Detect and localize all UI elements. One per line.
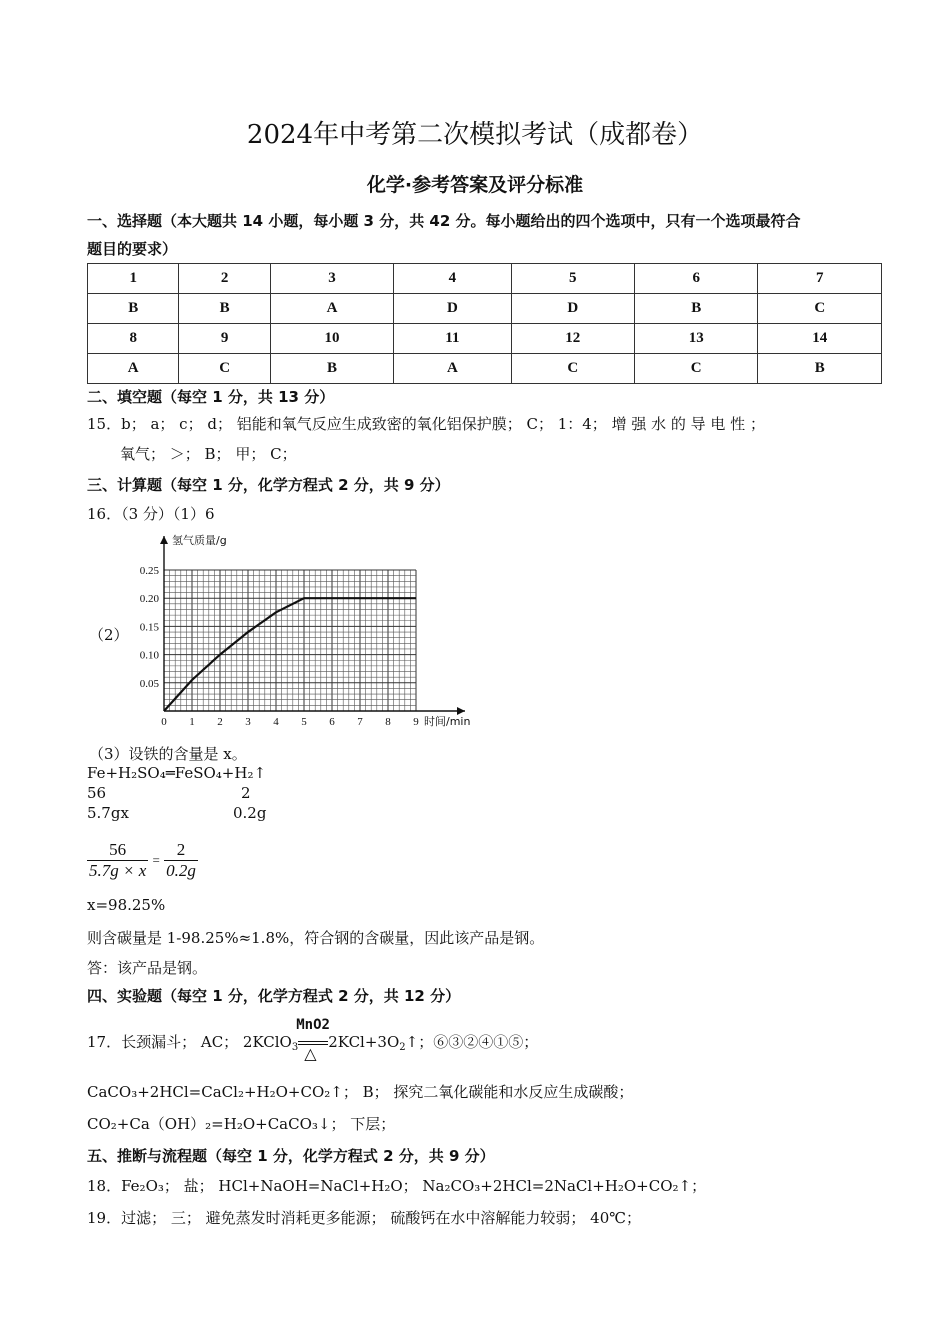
frac-right-denominator: 0.2g — [166, 861, 196, 880]
answer-cell: B — [179, 294, 270, 324]
question-number-cell: 13 — [634, 324, 757, 354]
answer-cell: C — [634, 354, 757, 384]
frac-left-numerator: 56 — [109, 840, 127, 859]
question-number-cell: 1 — [88, 264, 179, 294]
q17-line3: CO₂+Ca（OH）₂=H₂O+CaCO₃↓； 下层； — [87, 1115, 396, 1133]
answer-row — [88, 294, 882, 324]
x-axis-label: 时间/min — [424, 715, 471, 728]
q18-line: 18．Fe₂O₃； 盐； HCl+NaOH=NaCl+H₂O； Na₂CO₃+2HCl=2NaCl+H₂O+CO₂↑； — [87, 1177, 707, 1195]
frac-right-numerator: 2 — [176, 840, 186, 859]
condition-bar-top — [298, 1041, 328, 1042]
y-tick-label: 0.15 — [139, 621, 159, 634]
question-number-cell: 7 — [758, 264, 882, 294]
question-number-cell: 2 — [179, 264, 270, 294]
x-tick-label: 5 — [301, 716, 307, 728]
question-number-cell: 3 — [270, 264, 393, 294]
y-axis-label: 氢气质量/g — [172, 534, 227, 547]
result-x: x=98.25% — [87, 896, 166, 914]
x-axis-arrow — [457, 707, 465, 715]
x-tick-label: 1 — [189, 716, 195, 728]
question-number-cell: 6 — [634, 264, 757, 294]
question-number-cell: 9 — [179, 324, 270, 354]
reaction-condition — [296, 1017, 330, 1063]
hydrogen-mass-chart — [120, 528, 480, 733]
chemical-equation: Fe+H₂SO₄═FeSO₄+H₂↑ — [87, 764, 267, 782]
section1-heading-cont: 题目的要求） — [87, 240, 178, 258]
question-number-cell: 5 — [511, 264, 634, 294]
x-tick-label: 8 — [385, 716, 391, 728]
q16-part3: （3）设铁的含量是 x。 — [89, 745, 247, 763]
answer-cell: B — [270, 354, 393, 384]
q15-line1: 15．b； a； c； d； 铝能和氧气反应生成致密的氧化铝保护膜； C； 1：4； 增 强 水 的 导 电 性 ； — [87, 415, 765, 433]
question-number-cell: 8 — [88, 324, 179, 354]
q15-line2: 氧气； ＞； B； 甲； C； — [120, 445, 297, 463]
frac-left-denominator: 5.7g × x — [89, 861, 147, 880]
x-tick-label: 6 — [329, 716, 335, 728]
conclusion: 则含碳量是 1-98.25%≈1.8%，符合钢的含碳量，因此该产品是钢。 — [87, 929, 545, 947]
x-tick-label: 0 — [161, 716, 167, 728]
section1-heading: 一、选择题（本大题共 14 小题，每小题 3 分，共 42 分。每小题给出的四个选项中，只有一个选项最符合 — [87, 212, 801, 230]
q17-prefix: 17．长颈漏斗； AC； 2KClO — [87, 1033, 292, 1051]
answer-cell: B — [88, 294, 179, 324]
fraction-equation — [87, 840, 198, 881]
ratio-56: 56 — [87, 784, 107, 802]
answer-cell: C — [511, 354, 634, 384]
section3-heading: 三、计算题（每空 1 分，化学方程式 2 分，共 9 分） — [87, 476, 450, 494]
answer-cell: B — [758, 354, 882, 384]
q19-line: 19．过滤； 三； 避免蒸发时消耗更多能源； 硫酸钙在水中溶解能力较弱； 40℃； — [87, 1209, 642, 1227]
x-tick-label: 3 — [245, 716, 251, 728]
answer-cell: C — [758, 294, 882, 324]
question-number-cell: 4 — [394, 264, 511, 294]
question-number-cell: 10 — [270, 324, 393, 354]
section5-heading: 五、推断与流程题（每空 1 分，化学方程式 2 分，共 9 分） — [87, 1147, 495, 1165]
ratio-0-2g: 0.2g — [233, 804, 267, 822]
ratio-2: 2 — [241, 784, 251, 802]
catalyst-mno2: MnO2 — [296, 1017, 330, 1033]
q17-line2: CaCO₃+2HCl=CaCl₂+H₂O+CO₂↑； B； 探究二氧化碳能和水反应生成碳酸； — [87, 1083, 634, 1101]
q17-sub3: 3 — [291, 1042, 299, 1053]
x-tick-label: 7 — [357, 716, 363, 728]
frac-equals: = — [152, 852, 160, 868]
question-number-row — [88, 264, 882, 294]
answer-cell: D — [511, 294, 634, 324]
x-tick-label: 4 — [273, 716, 279, 728]
q16-line1: 16．（3 分）（1）6 — [87, 505, 215, 523]
heat-triangle: △ — [304, 1044, 317, 1063]
answer-statement: 答：该产品是钢。 — [87, 959, 208, 977]
y-tick-label: 0.20 — [139, 593, 159, 606]
q17-after: 2KCl+3O — [328, 1033, 400, 1051]
answer-cell: D — [394, 294, 511, 324]
answer-cell: A — [88, 354, 179, 384]
question-number-row — [88, 324, 882, 354]
answer-cell: B — [634, 294, 757, 324]
answer-row — [88, 354, 882, 384]
y-tick-label: 0.10 — [139, 649, 159, 662]
question-number-cell: 14 — [758, 324, 882, 354]
q16-part2-label: （2） — [89, 626, 129, 644]
answer-cell: C — [179, 354, 270, 384]
section2-heading: 二、填空题（每空 1 分，共 13 分） — [87, 388, 335, 406]
answer-cell: A — [394, 354, 511, 384]
page-subtitle: 化学·参考答案及评分标准 — [366, 174, 584, 196]
q17-sub2: 2 — [399, 1042, 406, 1053]
q17-tail: ↑；⑥③②④①⑤； — [405, 1033, 539, 1051]
page-title: 2024年中考第二次模拟考试（成都卷） — [246, 120, 704, 150]
y-tick-label: 0.05 — [139, 677, 159, 690]
y-axis-arrow — [160, 536, 168, 544]
question-number-cell: 11 — [394, 324, 511, 354]
answer-cell: A — [270, 294, 393, 324]
x-tick-label: 9 — [413, 716, 419, 728]
ratio-5-7gx: 5.7gx — [87, 804, 129, 822]
question-number-cell: 12 — [511, 324, 634, 354]
x-tick-label: 2 — [217, 716, 223, 728]
section4-heading: 四、实验题（每空 1 分，化学方程式 2 分，共 12 分） — [87, 987, 461, 1005]
answer-table — [87, 263, 882, 384]
y-tick-label: 0.25 — [139, 565, 159, 577]
q17-line1 — [87, 1017, 539, 1063]
